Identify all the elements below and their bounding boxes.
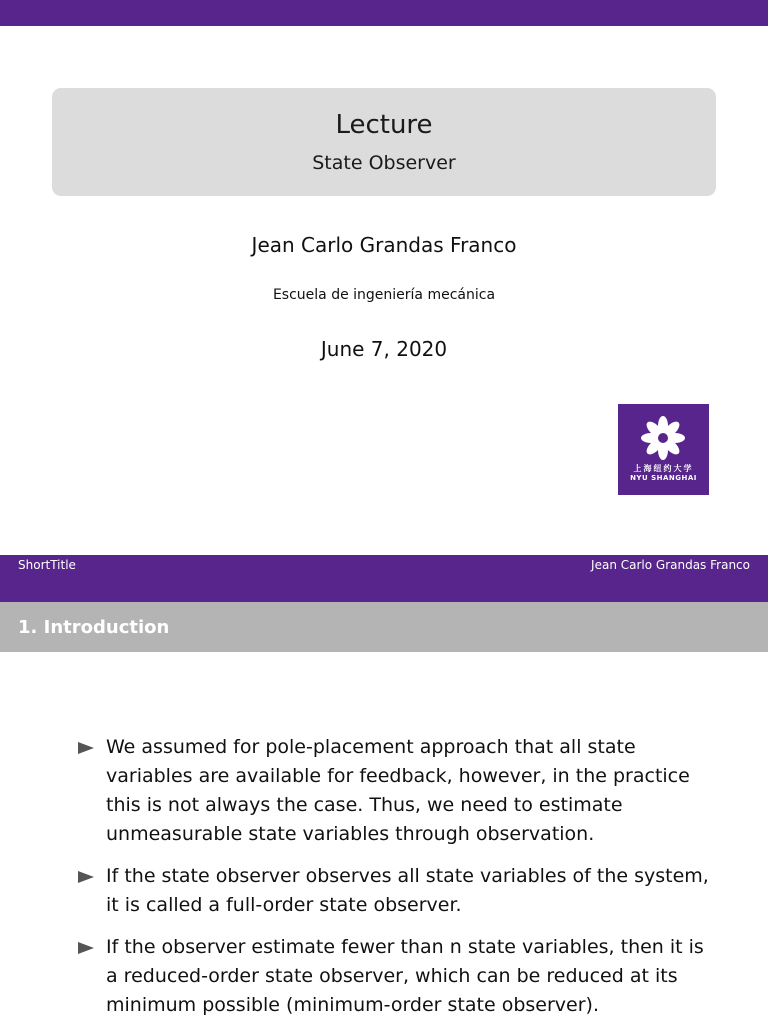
bullet-text: If the observer estimate fewer than n state variables, then it is a reduced-order state observer, which can be reduced at its minimum possible (minimum-order state observer). [106,936,704,1016]
top-bar [0,0,768,26]
logo-chinese-text: 上海纽约大学 [633,464,694,473]
slide-title: Lecture [335,110,433,140]
list-item [78,933,718,1020]
footer-short-title: ShortTitle [18,558,76,572]
presentation-date: June 7, 2020 [320,337,448,361]
bullet-text: We assumed for pole-placement approach that all state variables are available for feedback, however, in the practice this is not always the case. Thus, we need to estimate unmeasurable state variables through observation. [106,736,690,845]
slide-subtitle: State Observer [312,152,456,174]
triangle-bullet-icon [78,942,94,954]
bullet-list [78,733,718,1033]
bullet-text: If the state observer observes all state variables of the system, it is called a full-order state observer. [106,865,709,916]
nyu-shanghai-logo [618,404,709,495]
institute: Escuela de ingeniería mecánica [272,287,496,303]
title-box [52,88,716,196]
author-name: Jean Carlo Grandas Franco [251,233,517,257]
nyu-shanghai-flower-icon [640,415,686,461]
section-title: 1. Introduction [18,617,170,638]
footer-bar [0,555,768,602]
triangle-bullet-icon [78,871,94,883]
footer-author: Jean Carlo Grandas Franco [591,558,750,572]
list-item [78,733,718,849]
triangle-bullet-icon [78,742,94,754]
logo-english-text: NYU SHANGHAI [630,474,697,482]
section-header [0,602,768,652]
list-item [78,862,718,920]
